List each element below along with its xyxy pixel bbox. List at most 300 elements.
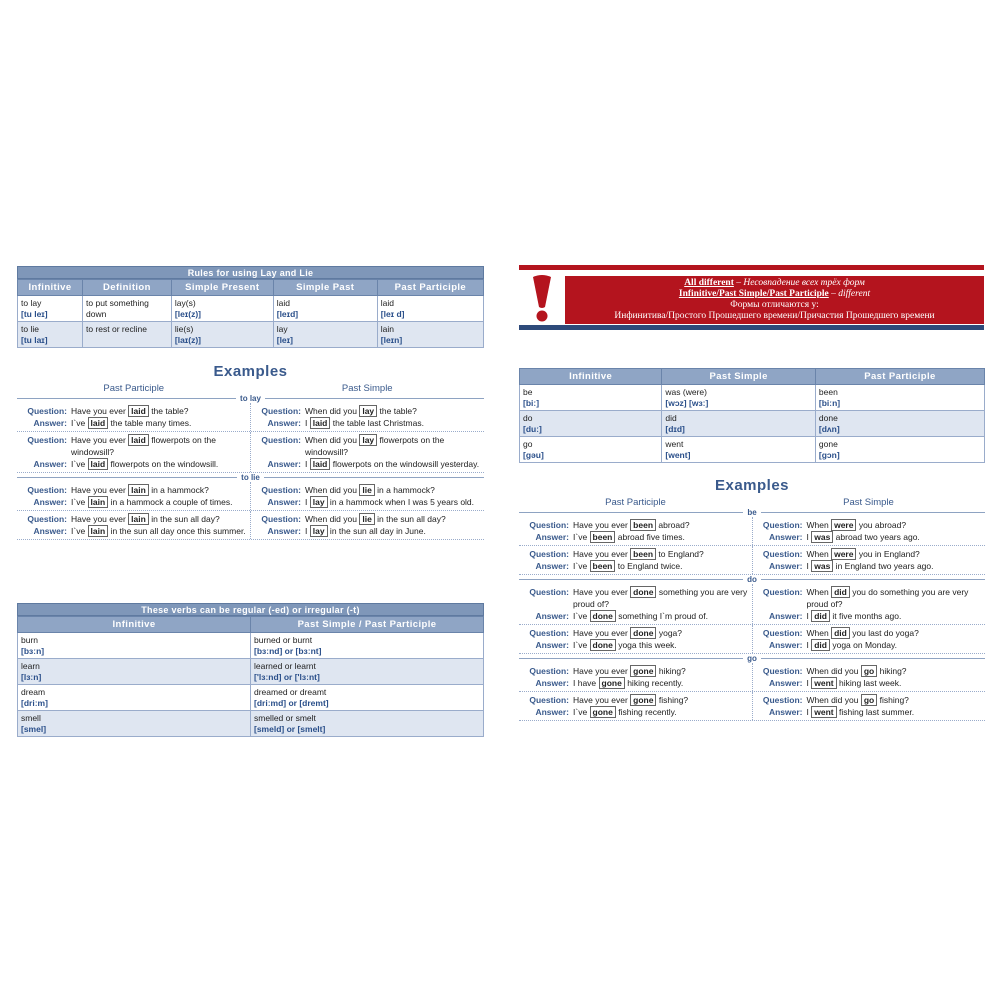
answer-text [807,706,986,718]
question-label: Question: [27,406,67,416]
cell-text: laid [380,298,394,308]
text-fragment: I`ve [573,707,590,717]
banner-top-stripe [519,265,984,270]
text-fragment: abroad five times. [615,532,685,542]
question-label: Question: [762,666,803,676]
table-cell [18,711,251,737]
cell-transcription: [tu laɪ] [21,334,48,345]
be-do-go-panel [519,368,985,463]
text-fragment: Have you ever [573,628,631,638]
question-line [753,586,986,610]
answer-line [251,417,484,429]
verb-form-highlight: went [811,706,836,718]
text-fragment: I have [573,678,599,688]
text-fragment: I [305,418,310,428]
verb-separator [17,473,484,482]
example-row [17,482,484,511]
text-fragment: I [806,707,812,717]
text-fragment: you abroad? [856,520,907,530]
text-fragment: When [806,520,832,530]
table-cell [662,437,816,463]
table-cell [520,411,662,437]
answer-text [807,610,986,622]
text-fragment: Have you ever [71,435,129,445]
verb-form-highlight: went [811,677,836,689]
verb-form-highlight: were [831,519,856,531]
cell-text: went [665,439,684,449]
question-text [71,513,250,525]
question-text [807,519,986,531]
cell-transcription: [gəu] [523,449,544,460]
verb-separator-label: to lay [240,394,261,403]
question-line [753,665,986,677]
text-fragment: flowerpots on the windowsill? [305,435,445,457]
table-cell [815,385,984,411]
table-cell [520,385,662,411]
question-text [305,405,484,417]
cell-transcription: [duː] [523,423,542,434]
column-header: Past Simple / Past Participle [251,617,484,633]
question-text [573,586,752,610]
examples-right-title: Examples [714,477,790,494]
question-text [71,434,250,458]
text-fragment: in the sun all day once this summer. [108,526,246,536]
example-cell [519,584,752,624]
question-line [753,519,986,531]
verb-form-highlight: laid [128,434,149,446]
text-fragment: When [806,628,832,638]
verb-form-highlight: laid [88,417,109,429]
verb-form-highlight: was [811,531,833,543]
cell-text: smell [21,713,41,723]
text-fragment: I`ve [573,532,590,542]
table-cell [251,685,484,711]
example-row [17,432,484,473]
cell-transcription: [laɪ(z)] [174,334,201,345]
question-line [251,513,484,525]
table-cell [171,296,273,322]
be-do-go-table [519,368,985,463]
example-cell [250,403,484,431]
question-line [519,665,752,677]
question-text [305,513,484,525]
question-line [519,694,752,706]
question-text [807,665,986,677]
column-header: Past Simple [662,369,816,385]
verb-separator [519,654,985,663]
table-cell [83,322,172,348]
column-header: Past Participle [377,280,483,296]
question-text [573,694,752,706]
table-cell [662,411,816,437]
question-line [753,548,986,560]
answer-line [519,677,752,689]
column-header: Past Participle [815,369,984,385]
table-row [520,385,985,411]
cell-transcription: [smel] [21,723,47,734]
table-row [520,437,985,463]
text-fragment: I`ve [573,561,590,571]
question-label: Question: [529,587,569,597]
cell-transcription: [biː] [523,397,540,408]
question-line [753,627,986,639]
table-cell [251,633,484,659]
answer-text [573,531,752,543]
table-row [18,633,484,659]
answer-line [251,525,484,537]
answer-line [17,496,250,508]
text-fragment: it five months ago. [829,611,902,621]
text-fragment: fishing last summer. [836,707,915,717]
examples-right-col-past-simple: Past Simple [843,497,894,508]
example-cell [519,663,752,691]
text-fragment: When did you [305,406,360,416]
answer-line [519,610,752,622]
cell-text: go [523,439,533,449]
verb-form-highlight: did [831,586,850,598]
text-fragment: yoga this week. [615,640,677,650]
text-fragment: flowerpots on the windowsill. [108,459,219,469]
column-header: Infinitive [18,617,251,633]
example-row [17,403,484,432]
text-fragment: something I`m proud of. [615,611,708,621]
cell-text: lain [380,324,394,334]
table-cell [377,322,483,348]
question-line [753,694,986,706]
table-row [18,685,484,711]
column-header: Simple Present [171,280,273,296]
question-text [573,548,752,560]
verb-form-highlight: lie [359,513,374,525]
examples-left-panel [17,363,484,540]
answer-line [753,706,986,718]
answer-text [807,677,986,689]
question-text [305,434,484,458]
examples-left-col-past-participle: Past Participle [103,383,165,394]
table-row [18,322,484,348]
text-fragment: flowerpots on the windowsill? [71,435,216,457]
example-cell [250,482,484,510]
question-label: Question: [762,695,803,705]
example-cell [519,625,752,653]
text-fragment: I`ve [71,418,88,428]
text-fragment: the table? [377,406,417,416]
text-fragment: fishing recently. [615,707,677,717]
answer-text [71,496,250,508]
text-fragment: When did you [305,435,360,445]
example-row [17,511,484,540]
text-fragment: you do something you are very proud of? [806,587,969,609]
answer-line [753,639,986,651]
question-line [17,405,250,417]
table-cell [171,322,273,348]
verb-form-highlight: lay [310,496,328,508]
answer-text [305,525,484,537]
cell-text: be [523,387,533,397]
example-cell [250,432,484,472]
question-line [519,519,752,531]
answer-line [519,531,752,543]
answer-line [753,610,986,622]
cell-text: burned or burnt [254,635,313,645]
verb-form-highlight: been [630,548,656,560]
text-fragment: I [305,459,310,469]
verb-form-highlight: did [831,627,850,639]
examples-right-body [519,508,985,721]
verb-form-highlight: lay [359,434,377,446]
verb-form-highlight: done [630,586,656,598]
question-label: Question: [261,485,301,495]
cell-text: to put something down [86,298,149,319]
examples-right-panel [519,477,985,721]
text-fragment: in a hammock a couple of times. [108,497,233,507]
question-line [17,513,250,525]
table-cell [377,296,483,322]
verb-form-highlight: lain [128,513,149,525]
text-fragment: in a hammock? [148,485,209,495]
banner-line4: Инфинитива/Простого Прошедшего времени/Причастия Прошедшего времени [614,311,935,321]
question-text [807,548,986,560]
cell-transcription: [bɜːn] [21,645,45,656]
verb-form-highlight: laid [88,458,109,470]
text-fragment: When did you [806,666,861,676]
cell-transcription: [tu leɪ] [21,308,48,319]
reg-irreg-title: These verbs can be regular (-ed) or irregular (-t) [17,603,484,616]
table-cell [251,659,484,685]
verb-form-highlight: lain [88,525,109,537]
text-fragment: I`ve [573,640,590,650]
verb-form-highlight: go [861,665,877,677]
answer-label: Answer: [267,526,301,536]
table-cell [18,685,251,711]
cell-transcription: [biːn] [818,397,841,408]
table-cell [83,296,172,322]
question-label: Question: [529,666,569,676]
question-line [17,484,250,496]
text-fragment: Have you ever [573,520,631,530]
cell-transcription: [leɪ(z)] [174,308,201,319]
table-cell [273,322,377,348]
answer-label: Answer: [33,497,67,507]
cell-text: did [665,413,677,423]
verb-form-highlight: been [630,519,656,531]
text-fragment: fishing? [656,695,689,705]
answer-text [305,458,484,470]
question-line [251,484,484,496]
examples-left-body [17,394,484,540]
example-row [519,546,985,575]
answer-line [519,706,752,718]
text-fragment: Have you ever [71,406,129,416]
answer-label: Answer: [768,707,803,717]
lay-lie-table [17,279,484,348]
text-fragment: I`ve [71,497,88,507]
examples-right-col-past-participle: Past Participle [605,497,666,508]
verb-form-highlight: lain [88,496,109,508]
answer-text [573,639,752,651]
cell-text: lie(s) [174,324,194,334]
answer-line [17,525,250,537]
verb-form-highlight: done [590,610,616,622]
text-fragment: yoga on Monday. [829,640,897,650]
cell-text: learned or learnt [254,661,316,671]
text-fragment: in England two years ago. [833,561,934,571]
answer-text [71,417,250,429]
table-cell [18,659,251,685]
verb-form-highlight: laid [310,417,331,429]
verb-form-highlight: laid [128,405,149,417]
verb-form-highlight: lain [128,484,149,496]
answer-line [753,531,986,543]
question-label: Question: [261,435,301,445]
text-fragment: Have you ever [71,514,129,524]
cell-text: lay(s) [174,298,196,308]
example-cell [752,625,986,653]
answer-label: Answer: [535,561,569,571]
table-cell [815,437,984,463]
text-fragment: hiking? [877,666,907,676]
reg-irreg-panel [17,603,484,737]
cell-text: lay [276,324,288,334]
cell-transcription: [leɪ] [276,334,293,345]
text-fragment: Have you ever [573,666,631,676]
text-fragment: to England? [656,549,704,559]
text-fragment: I`ve [71,459,88,469]
cell-text: learn [21,661,40,671]
example-cell [17,403,250,431]
example-cell [519,546,752,574]
lay-lie-title: Rules for using Lay and Lie [17,266,484,279]
question-label: Question: [27,514,67,524]
table-cell [18,633,251,659]
text-fragment: Have you ever [573,695,631,705]
cell-transcription: [smeld] or [smelt] [254,723,326,734]
text-fragment: the table? [148,406,189,416]
text-fragment: in the sun all day? [374,514,446,524]
text-fragment: I [305,526,310,536]
example-cell [752,546,986,574]
verb-separator [519,508,985,517]
verb-form-highlight: laid [310,458,331,470]
answer-text [71,458,250,470]
verb-form-highlight: did [811,610,830,622]
column-header: Infinitive [520,369,662,385]
example-row [519,692,985,721]
question-text [807,586,986,610]
cell-text: gone [818,439,838,449]
question-text [71,484,250,496]
text-fragment: When did you [806,695,861,705]
answer-label: Answer: [768,532,803,542]
example-cell [17,482,250,510]
verb-separator-label: be [747,508,757,517]
cell-text: to lie [21,324,39,334]
cell-text: dream [21,687,46,697]
text-fragment: in the sun all day? [148,514,220,524]
text-fragment: you last do yoga? [849,628,919,638]
example-cell [519,517,752,545]
answer-text [573,610,752,622]
table-cell [815,411,984,437]
banner-line3: Формы отличаются у: [730,300,819,310]
text-fragment: abroad two years ago. [833,532,920,542]
text-fragment: hiking last week. [836,678,902,688]
answer-text [807,560,986,572]
verb-form-highlight: go [861,694,877,706]
text-fragment: yoga? [656,628,683,638]
question-text [573,627,752,639]
question-label: Question: [261,514,301,524]
answer-label: Answer: [768,561,803,571]
example-cell [752,663,986,691]
text-fragment: I [806,561,812,571]
verb-form-highlight: been [590,560,616,572]
text-fragment: the table many times. [108,418,192,428]
verb-form-highlight: done [590,639,616,651]
question-label: Question: [27,435,67,445]
text-fragment: abroad? [656,520,690,530]
table-row [18,296,484,322]
cell-text: been [818,387,838,397]
column-header: Infinitive [18,280,83,296]
question-label: Question: [762,549,803,559]
answer-label: Answer: [267,418,301,428]
text-fragment: hiking recently. [624,678,684,688]
banner-line1-bold: All different [684,278,734,288]
examples-left-col-past-simple: Past Simple [341,383,393,394]
answer-label: Answer: [535,640,569,650]
verb-form-highlight: gone [590,706,616,718]
cell-text: dreamed or dreamt [254,687,327,697]
example-cell [17,511,250,539]
answer-label: Answer: [535,532,569,542]
example-row [519,584,985,625]
example-row [519,517,985,546]
text-fragment: Have you ever [573,549,631,559]
banner-text-box [565,276,984,324]
text-fragment: When [806,587,832,597]
text-fragment: in a hammock? [374,485,435,495]
banner-line2-bold: Infinitive/Past Simple/Past Participle [678,289,829,299]
question-text [807,627,986,639]
banner-line2-italic: – different [828,289,871,299]
column-header: Simple Past [273,280,377,296]
cell-text: to rest or recline [86,324,147,334]
cell-transcription: ['lɜːnd] or ['lɜːnt] [254,671,320,682]
cell-transcription: [wɔz] [wɜː] [665,397,709,408]
verb-separator-label: to lie [241,473,260,482]
answer-line [519,639,752,651]
example-cell [519,692,752,720]
answer-line [519,560,752,572]
cell-text: do [523,413,533,423]
example-row [519,625,985,654]
verb-form-highlight: gone [599,677,625,689]
question-label: Question: [762,587,803,597]
answer-line [753,560,986,572]
all-different-banner [519,265,984,330]
question-text [71,405,250,417]
question-label: Question: [529,628,569,638]
cell-transcription: [lɜːn] [21,671,42,682]
answer-text [305,417,484,429]
answer-label: Answer: [535,678,569,688]
answer-label: Answer: [33,526,67,536]
text-fragment: I [305,497,310,507]
verb-separator-label: go [747,654,757,663]
answer-line [753,677,986,689]
verb-form-highlight: lay [310,525,328,537]
